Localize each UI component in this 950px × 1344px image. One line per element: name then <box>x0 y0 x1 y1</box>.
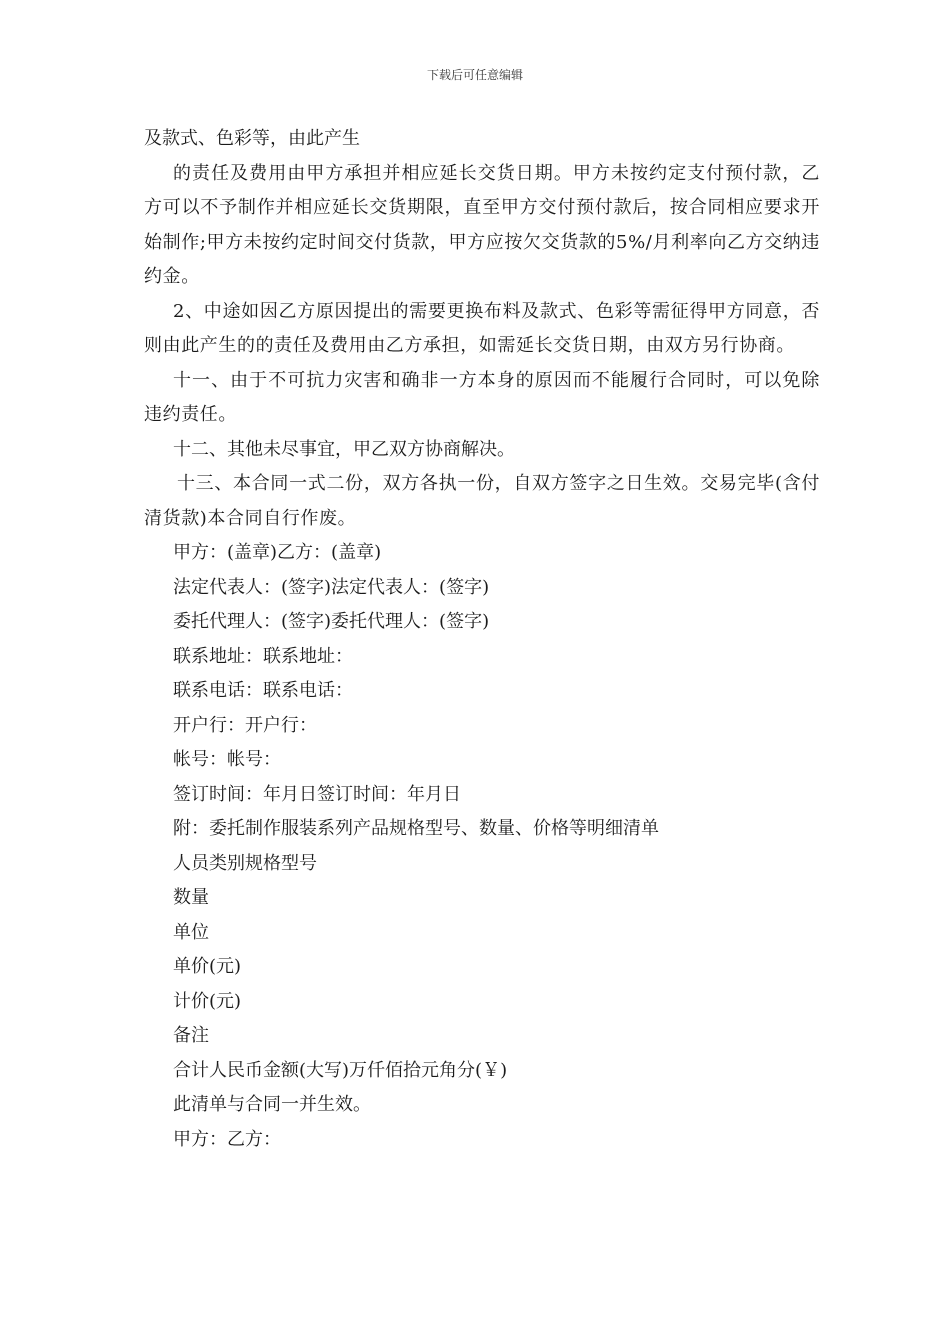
signature-seal-line: 甲方：(盖章)乙方：(盖章) <box>173 542 382 563</box>
account-line: 帐号：帐号： <box>173 749 281 770</box>
contact-address-line: 联系地址：联系地址： <box>173 645 353 667</box>
list-field-unit-price: 单价(元) <box>173 956 242 977</box>
total-amount-line: 合计人民币金额(大写)万仟佰拾元角分(￥) <box>173 1059 508 1081</box>
list-field-category: 人员类别规格型号 <box>173 852 317 874</box>
paragraph-continuation: 及款式、色彩等，由此产生 <box>144 128 360 149</box>
list-effective-note: 此清单与合同一并生效。 <box>173 1094 371 1115</box>
document-body <box>144 122 820 1157</box>
appendix-title: 附：委托制作服装系列产品规格型号、数量、价格等明细清单 <box>173 818 659 839</box>
list-field-unit: 单位 <box>173 921 209 943</box>
list-field-quantity: 数量 <box>173 887 209 908</box>
bank-line: 开户行：开户行： <box>173 714 317 736</box>
signing-date-line: 签订时间：年月日签订时间：年月日 <box>173 783 461 805</box>
paragraph-clause-2: 2、中途如因乙方原因提出的需要更换布料及款式、色彩等需征得甲方同意，否则由此产生的的责任及费用由乙方承担，如需延长交货日期，由双方另行协商。 <box>144 300 820 356</box>
list-field-total-price: 计价(元) <box>173 990 242 1012</box>
paragraph-clause-12: 十二、其他未尽事宜，甲乙双方协商解决。 <box>173 438 515 460</box>
page-header: 下载后可任意编辑 <box>426 68 523 82</box>
paragraph-liability: 的责任及费用由甲方承担并相应延长交货日期。甲方未按约定支付预付款，乙方可以不予制作并相应延长交货期限，直至甲方交付预付款后，按合同相应要求开始制作;甲方未按约定时间交付货款，甲方应按欠交货款的5%/月利率向乙方交纳违约金。 <box>144 162 820 287</box>
list-field-remarks: 备注 <box>173 1025 209 1046</box>
paragraph-clause-13: 十三、本合同一式二份，双方各执一份，自双方签字之日生效。交易完毕(含付清货款)本合同自行作废。 <box>144 473 820 529</box>
authorized-agent-line: 委托代理人：(签字)委托代理人：(签字) <box>173 611 490 632</box>
paragraph-clause-11: 十一、由于不可抗力灾害和确非一方本身的原因而不能履行合同时，可以免除违约责任。 <box>144 369 820 425</box>
contact-phone-line: 联系电话：联系电话： <box>173 680 353 701</box>
legal-representative-line: 法定代表人：(签字)法定代表人：(签字) <box>173 576 490 598</box>
final-signature-line: 甲方：乙方： <box>173 1128 281 1150</box>
